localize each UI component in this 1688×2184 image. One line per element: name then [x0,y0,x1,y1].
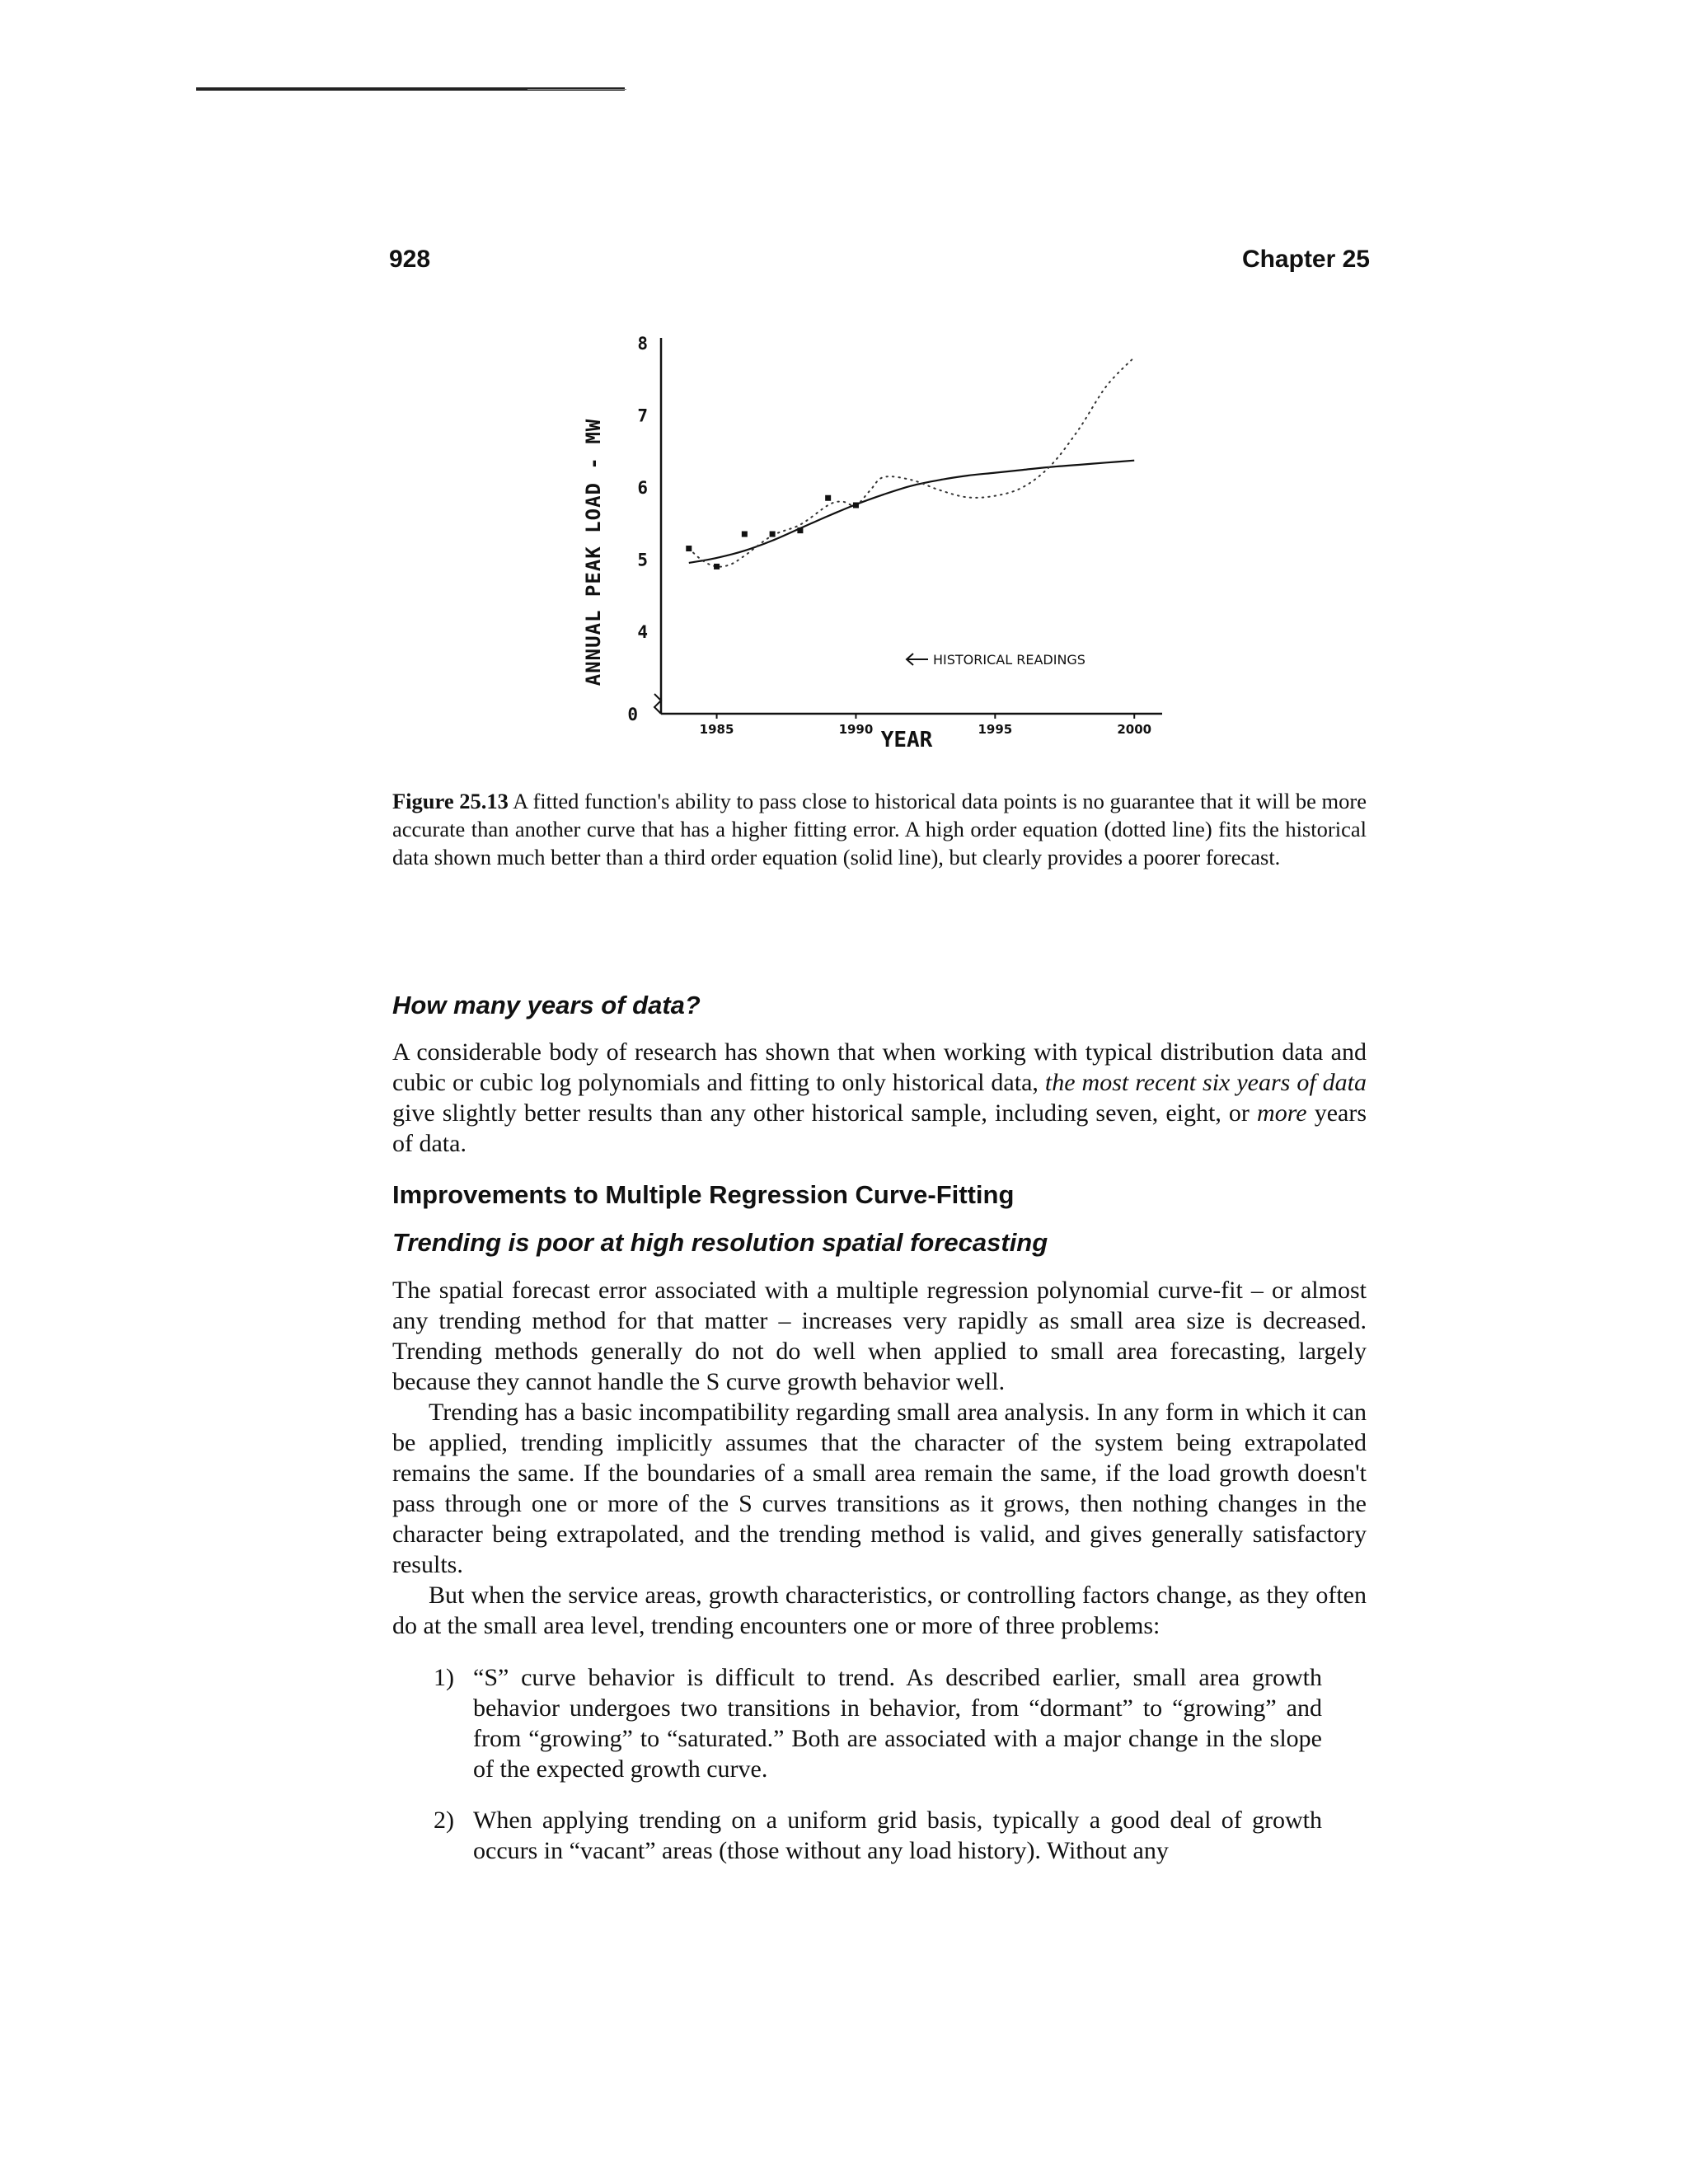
section-heading-trending: Trending is poor at high resolution spatial forecasting [392,1228,1048,1257]
section-heading-years-of-data: How many years of data? [392,991,701,1019]
y-tick-label: 6 [637,478,648,499]
paragraph-text: A considerable body of research has shown that when working with typical distribution data and cubic or cubic log polynomials and fitting to only historical data, [392,1038,1367,1096]
historical-data-point [825,495,831,501]
list-item-1 [434,1662,1367,1784]
chart-x-axis-label: YEAR [880,728,933,750]
paragraph-text: years of data. [392,1099,1367,1157]
list-number: 1) [434,1664,454,1691]
historical-data-point [770,532,776,537]
figure-chart [569,330,1179,750]
chart-y-axis-label: ANNUAL PEAK LOAD - MW [582,418,605,687]
top-rule-tail [528,89,626,90]
emphasis-text: more [1257,1099,1307,1127]
figure-caption-label: Figure 25.13 [392,789,509,813]
list-text: “S” curve behavior is difficult to trend. As described earlier, small area growth behavior undergoes two transitions in behavior, from “dormant” to “growing” and from “growing” to “saturated.” Both are associated with a major change in the slope of the expected growth curve. [473,1664,1322,1783]
historical-data-point [686,546,692,551]
x-tick-label: 1995 [978,722,1013,737]
paragraph-years-of-data [392,1037,1367,1159]
y-tick-label: 4 [637,622,648,643]
page-number: 928 [389,246,431,273]
figure-caption [392,787,1367,871]
y-zero-label: 0 [627,705,638,724]
paragraph-problems-intro: But when the service areas, growth characteristics, or controlling factors change, as they often do at the small area level, trending encounters one or more of three problems: [392,1582,1367,1639]
list-number: 2) [434,1807,454,1834]
figure-caption-text: A fitted function's ability to pass close to historical data points is no guarantee that it will be more accurate than another curve that has a higher fitting error. A high order equation (dotted line) fits the historical data shown much better than a third order equation (solid line), but clearly provides a poorer forecast. [392,789,1367,869]
x-tick-label: 1990 [838,722,874,737]
paragraph-incompatibility: Trending has a basic incompatibility regarding small area analysis. In any form in which it can be applied, trending implicitly assumes that the character of the system being extrapolated remains the same. If the boundaries of a small area remain the same, if the load growth doesn't pass through one or more of the S curves transitions as it grows, then nothing changes in the character being extrapolated, and the trending method is valid, and gives generally satisfactory results. [392,1399,1367,1578]
list-text: When applying trending on a uniform grid basis, typically a good deal of growth occurs in “vacant” areas (those without any load history). Without any [473,1807,1322,1864]
third-order-fit-line [689,461,1134,563]
x-tick-label: 1985 [699,722,734,737]
y-tick-label: 8 [637,334,648,354]
chart-svg [569,330,1179,750]
list-item-2 [434,1805,1367,1866]
x-tick-label: 2000 [1117,722,1152,737]
historical-data-point [853,503,859,509]
y-tick-label: 5 [637,550,648,570]
chapter-label: Chapter 25 [1241,246,1370,273]
paragraph-text: give slightly better results than any other historical sample, including seven, eight, or [392,1099,1258,1127]
historical-data-point [742,532,748,537]
high-order-fit-line [689,358,1134,567]
paragraph-spatial-error: The spatial forecast error associated with a multiple regression polynomial curve-fit – or almost any trending method for that matter – increases very rapidly as small area size is decreased. Trending methods generally do not do well when applied to small area forecasting, largely because they cannot handle the S curve growth behavior well. [392,1277,1367,1395]
emphasis-text: the most recent six years of data [1044,1069,1367,1096]
annotation-text: HISTORICAL READINGS [933,652,1085,668]
historical-data-point [714,564,720,569]
historical-readings-annotation [907,652,1085,668]
section-heading-improvements: Improvements to Multiple Regression Curve-Fitting [392,1180,1015,1209]
y-tick-label: 7 [637,405,648,426]
historical-data-point [797,527,803,533]
